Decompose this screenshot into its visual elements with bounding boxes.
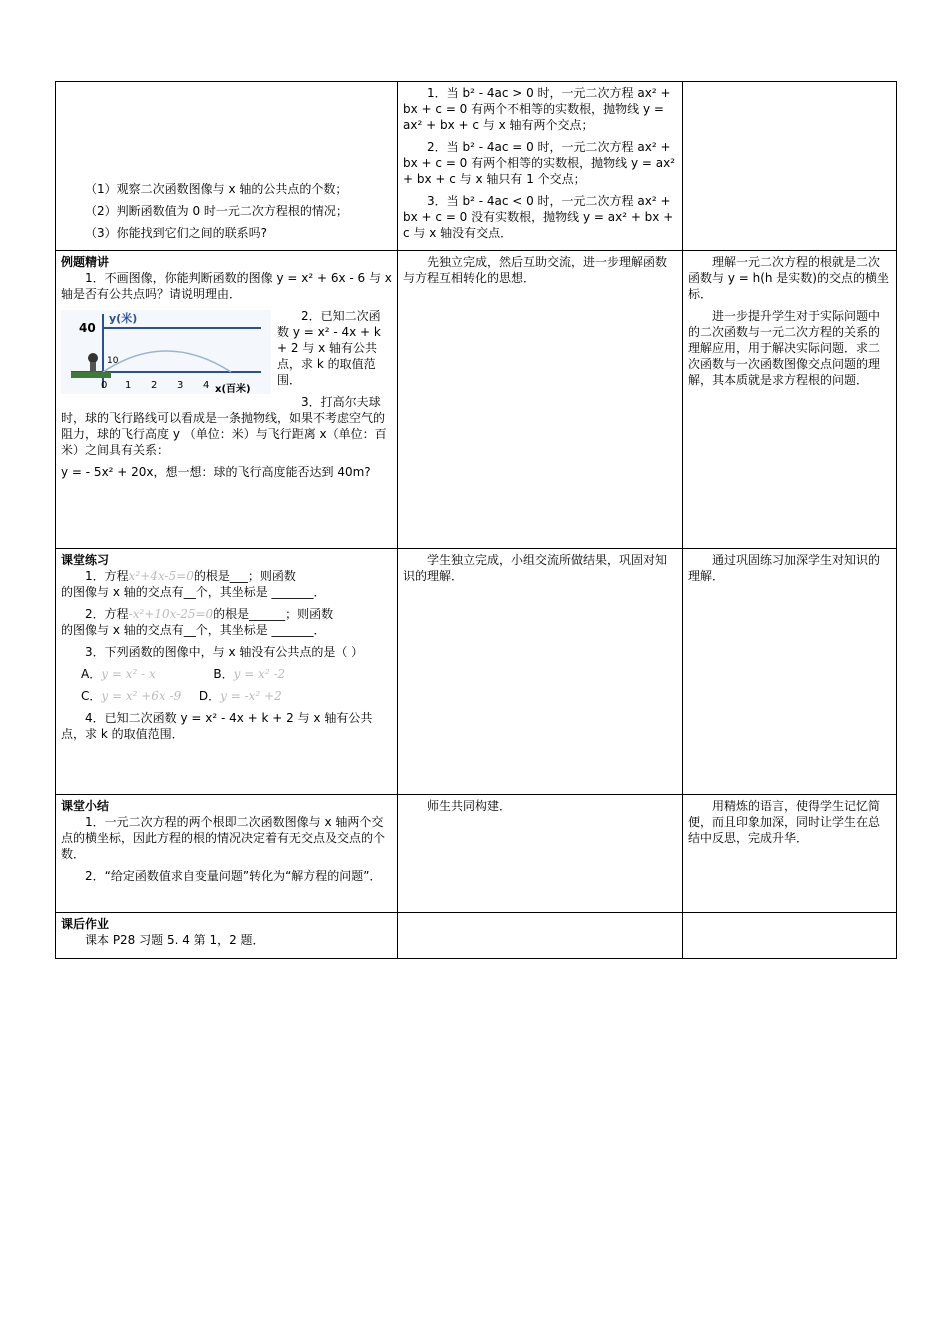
discriminant-cases-cell: [398, 82, 683, 251]
examples-intent-cell: [683, 251, 897, 549]
observe-questions-cell: [56, 82, 398, 251]
homework-text: 课本 P28 习题 5. 4 第 1，2 题．: [85, 933, 265, 947]
practice-q2-c: 的图像与 x 轴的交点有__个，其坐标是 _______．: [61, 623, 326, 637]
summary-activity-cell: [398, 795, 683, 913]
example-q3: 3．打高尔夫球时，球的飞行路线可以看成是一条抛物线，如果不考虑空气的阻力，球的飞行高度 y （单位：米）与飞行距离 x（单位：百米）之间具有关系：: [61, 395, 387, 457]
summary-point-2: 2．“给定函数值求自变量问题”转化为“解方程的问题”．: [85, 869, 382, 883]
practice-activity-cell: [398, 549, 683, 795]
x-tick-4: 4: [203, 380, 210, 391]
row-practice: [56, 549, 897, 795]
homework-heading: 课后作业: [61, 917, 110, 931]
option-c-eq: y = x² +6x -9: [101, 689, 182, 703]
practice-q2-eq: -x²+10x-25=0: [128, 607, 214, 621]
y-tick-40: 40: [79, 321, 96, 335]
practice-q1: [61, 568, 392, 600]
observe-q1: （1）观察二次函数图像与 x 轴的公共点的个数；: [85, 182, 348, 196]
y-tick-10: 10: [107, 356, 119, 366]
x-tick-1: 1: [125, 380, 132, 391]
golfer-icon: [88, 353, 98, 363]
empty-cell: [683, 82, 897, 251]
practice-q2: [61, 606, 392, 638]
practice-q4: 4．已知二次函数 y = x² - 4x + k + 2 与 x 轴有公共点，求 k 的取值范围．: [61, 711, 373, 741]
homework-cell: [56, 913, 398, 959]
golfer-body: [90, 362, 96, 372]
option-d-label: D．: [198, 689, 221, 703]
practice-q2-b: 的根是______；则函数: [213, 607, 334, 621]
option-a-label: A．: [81, 667, 102, 681]
x-tick-0: 0: [101, 380, 108, 391]
homework-empty-right: [683, 913, 897, 959]
practice-cell: [56, 549, 398, 795]
summary-intent-cell: [683, 795, 897, 913]
row-examples: [56, 251, 897, 549]
example-q1: 1．不画图像，你能判断函数的图像 y = x² + 6x - 6 与 x 轴是否有公共点吗？请说明理由．: [61, 271, 392, 301]
case-zero: 2．当 b² - 4ac = 0 时，一元二次方程 ax² + bx + c = 0 有两个相等的实数根，抛物线 y = ax² + bx + c 与 x 轴只有 1 个交点；: [403, 140, 675, 186]
practice-q1-b: 的根是___；则函数: [193, 569, 296, 583]
practice-options-ab: [61, 666, 392, 682]
practice-q1-c: 的图像与 x 轴的交点有__个，其坐标是 _______．: [61, 585, 326, 599]
examples-intent-2: 进一步提升学生对于实际问题中的二次函数与一元二次方程的关系的理解应用，用于解决实际问题．求二次函数与一次函数图像交点问题的理解，其本质就是求方程根的问题．: [688, 309, 881, 387]
x-tick-2: 2: [151, 380, 158, 391]
summary-activity: 师生共同构建．: [427, 799, 512, 813]
option-b-label: B．: [213, 667, 234, 681]
summary-point-1: 1．一元二次方程的两个根即二次函数图像与 x 轴两个交点的横坐标，因此方程的根的情况决定着有无交点及交点的个数．: [61, 815, 386, 861]
examples-heading: 例题精讲: [61, 255, 110, 269]
golf-trajectory-figure: [61, 310, 271, 394]
observe-q2: （2）判断函数值为 0 时一元二次方程根的情况；: [85, 204, 348, 218]
option-d-eq: y = -x² +2: [220, 689, 282, 703]
x-axis-label: x(百米): [215, 384, 251, 394]
grass: [71, 372, 111, 378]
example-q3-formula: y = - 5x² + 20x，想一想：球的飞行高度能否达到 40m?: [61, 465, 371, 479]
summary-intent: 用精炼的语言，使得学生记忆简便，而且印象加深，同时让学生在总结中反思，完成升华．: [688, 799, 881, 845]
case-positive: 1．当 b² - 4ac > 0 时，一元二次方程 ax² + bx + c = 0 有两个不相等的实数根，抛物线 y = ax² + bx + c 与 x 轴有两个交点；: [403, 86, 671, 132]
summary-cell: [56, 795, 398, 913]
practice-q2-a: 2．方程: [85, 607, 129, 621]
examples-cell: [56, 251, 398, 549]
practice-heading: 课堂练习: [61, 553, 110, 567]
y-axis-label: y(米): [109, 312, 138, 325]
practice-options-cd: [61, 688, 392, 704]
homework-empty-mid: [398, 913, 683, 959]
examples-intent-1: 理解一元二次方程的根就是二次函数与 y = h(h 是实数)的交点的横坐标．: [688, 255, 889, 301]
example-q2: 2．已知二次函数 y = x² - 4x + k + 2 与 x 轴有公共点，求 k 的取值范围．: [277, 309, 381, 387]
practice-q1-eq: x²+4x-5=0: [128, 569, 194, 583]
x-tick-3: 3: [177, 380, 184, 391]
practice-intent: 通过巩固练习加深学生对知识的理解．: [688, 553, 881, 583]
observe-q3: （3）你能找到它们之间的联系吗?: [85, 226, 268, 240]
lesson-plan-table: [55, 81, 897, 959]
examples-activity-cell: [398, 251, 683, 549]
row-summary: [56, 795, 897, 913]
practice-activity: 学生独立完成，小组交流所做结果，巩固对知识的理解．: [403, 553, 668, 583]
summary-heading: 课堂小结: [61, 799, 110, 813]
row-homework: [56, 913, 897, 959]
case-negative: 3．当 b² - 4ac < 0 时，一元二次方程 ax² + bx + c = 0 没有实数根，抛物线 y = ax² + bx + c 与 x 轴没有交点．: [403, 194, 674, 240]
option-a-eq: y = x² - x: [101, 667, 156, 681]
practice-intent-cell: [683, 549, 897, 795]
examples-activity: 先独立完成，然后互助交流，进一步理解函数与方程互相转化的思想．: [403, 255, 668, 285]
practice-q1-a: 1．方程: [85, 569, 129, 583]
option-c-label: C．: [81, 689, 102, 703]
option-b-eq: y = x² -2: [233, 667, 286, 681]
row-observe: [56, 82, 897, 251]
practice-q3: 3．下列函数的图像中，与 x 轴没有公共点的是（ ）: [85, 645, 364, 659]
